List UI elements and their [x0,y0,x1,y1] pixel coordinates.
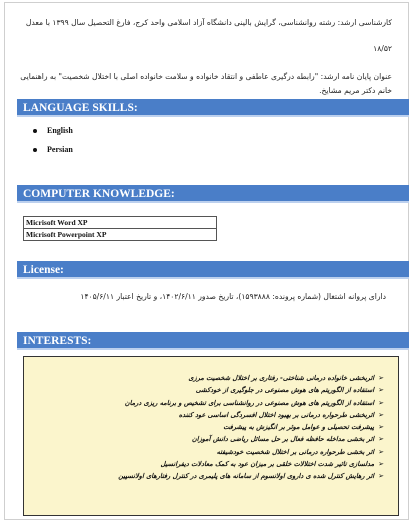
list-item: Persian [33,140,73,159]
list-item: ➢اثربخشی خانواده درمانی شناختی- رفتاری بر اختلال شخصیت مرزی [188,374,384,382]
checkmark-icon: ➢ [378,398,384,407]
license-heading: License: [17,261,409,279]
checkmark-icon: ➢ [378,374,384,382]
interests-heading: INTERESTS: [17,332,409,350]
bullet-icon [33,148,37,152]
list-item: ➢اثر بخشی مداخله حافظه فعال بر حل مسائل ریاضی دانش آموزان [191,435,384,444]
list-item: ➢اثربخشی طرحواره درمانی بر بهبود اختلال افسردگی اساسی عود کننده [178,410,384,419]
interests-list [24,357,398,483]
language-list [33,121,73,159]
language-skills-heading: LANGUAGE SKILLS: [17,99,409,117]
checkmark-icon: ➢ [378,386,384,395]
table-row: Micrisoft Word XP [26,218,88,227]
list-item: ➢استفاده از الگوریتم های هوش مصنوعی در روانشناسی برای تشخیص و برنامه ریزی درمان [124,398,384,407]
list-item: ➢اثر بخشی طرحواره درمانی بر اختلال شخصیت خودشیفته [216,447,384,456]
thesis-title: عنوان پایان نامه ارشد: "رابطه درگیری عاطفی و انتقاد خانواده و سلامت خانواده اصلی با اختلال شخصیت" به راهنمایی [20,72,392,81]
checkmark-icon: ➢ [378,460,384,469]
list-item: ➢استفاده از الگوریتم های هوش مصنوعی در جلوگیری از خودکشی [195,386,384,395]
checkmark-icon: ➢ [378,423,384,432]
computer-knowledge-heading: COMPUTER KNOWLEDGE: [17,185,409,203]
checkmark-icon: ➢ [378,435,384,444]
education-gpa: ۱۸/۵۲ [373,44,392,53]
table-row: Micrisoft Powerpoint XP [24,228,216,240]
list-item: ➢مدلسازی تاثیر شدت اختلالات خلقی بر میزان عود به کمک معادلات دیفرانسیل [160,460,384,469]
interests-box [23,356,399,516]
checkmark-icon: ➢ [378,410,384,419]
checkmark-icon: ➢ [378,472,384,481]
checkmark-icon: ➢ [378,447,384,456]
bullet-icon [33,129,37,133]
software-table [23,216,217,241]
resume-page [4,2,409,520]
thesis-supervisor: خانم دکتر مریم مشایخ. [319,86,392,95]
license-text: دارای پروانه اشتغال (شماره پرونده: ۱۵۹۳۸۸۸)، تاریخ صدور ۱۴۰۲/۶/۱۱، و تاریخ اعتبار ۱۴۰۵/۶/۱۱ [80,292,386,301]
education-line: کارشناسی ارشد: رشته روانشناسی، گرایش بالینی دانشگاه آزاد اسلامی واحد کرج، فارغ التحصیل سال ۱۳۹۹ با معدل [25,18,392,27]
list-item: ➢اثر رهایش کنترل شده ی داروی اولانسوم از سامانه های پلیمری در کنترل رفتارهای اولانسپین [118,472,384,481]
list-item: ➢پیشرفت تحصیلی و عوامل موثر بر انگیزش به پیشرفت [223,423,384,432]
list-item: English [33,121,73,140]
